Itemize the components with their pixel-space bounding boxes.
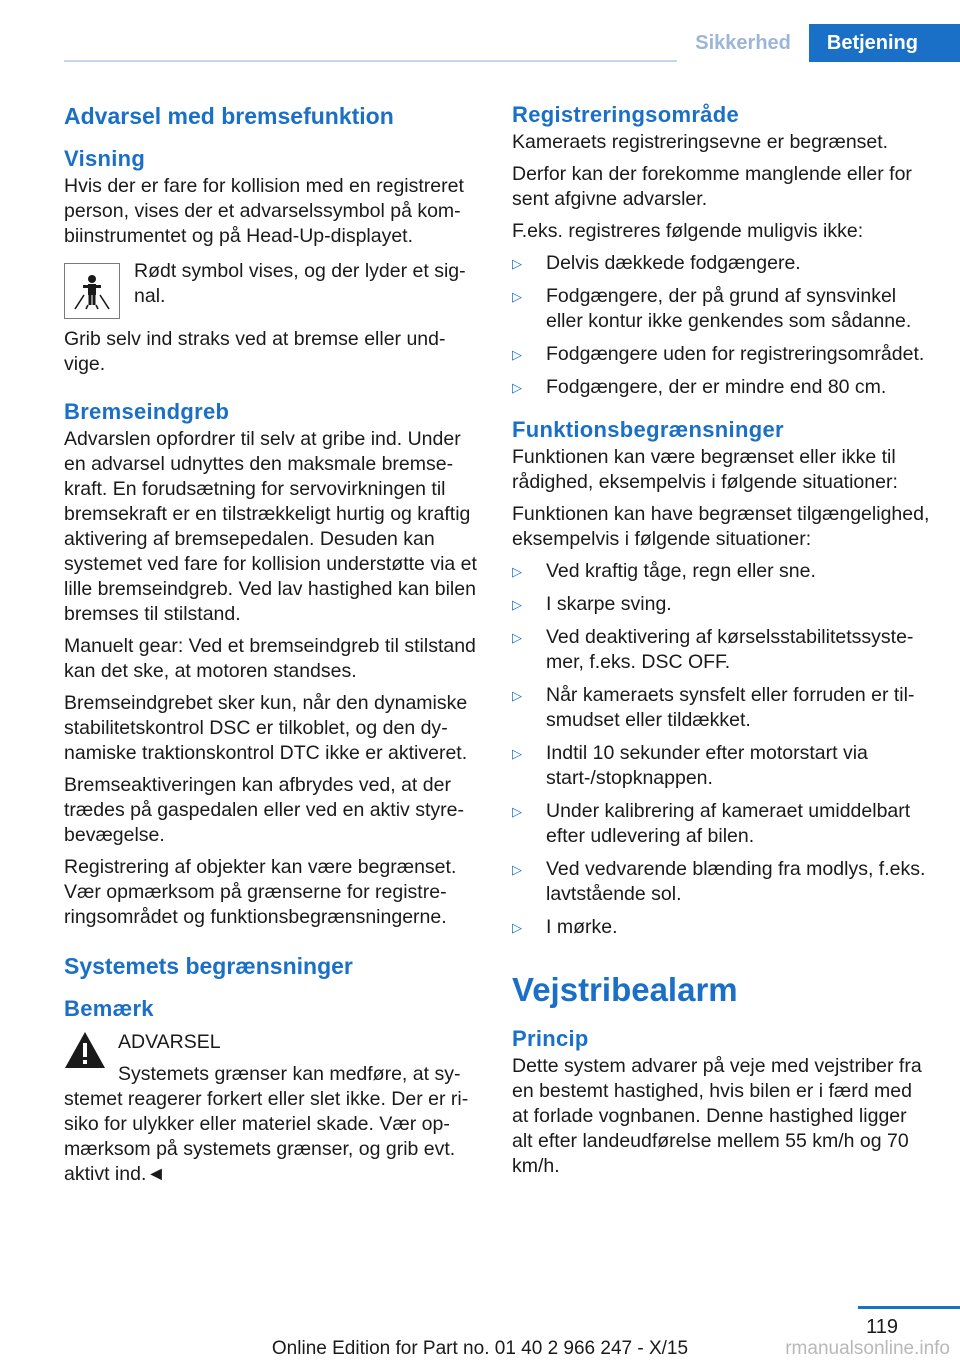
heading-detection-range: Registreringsområde: [512, 102, 739, 127]
bullet-triangle-icon: ▷: [512, 862, 522, 877]
bullet-triangle-icon: ▷: [512, 380, 522, 395]
display-text: Hvis der er fare for kollision med en registreret person, vises der et advarselssymbol på kombiinstrumentet og på Head-Up-displayet.: [64, 175, 464, 247]
section-title-brake-warning: Advarsel med bremsefunktion: [64, 103, 394, 129]
function-limits-list: [512, 559, 932, 940]
list-item: ▷ Fodgængere, der på grund af synsvinkel eller kontur ikke genkendes som sådanne.: [512, 285, 912, 332]
list-item: ▷ Når kameraets synsfelt eller forruden er tilsmudset eller tildækket.: [512, 684, 915, 731]
bullet-triangle-icon: ▷: [512, 688, 522, 703]
brake-paragraph-5: Registrering af objekter kan være begrænset. Vær opmærksom på grænserne for registreringsområdet og funktionsbegrænsningerne.: [64, 856, 457, 928]
heading-brake-intervention: Bremseindgreb: [64, 399, 230, 424]
bullet-triangle-icon: ▷: [512, 256, 522, 271]
brake-paragraph-2: Manuelt gear: Ved et bremseindgreb til stilstand kan det ske, at motoren standses.: [64, 635, 476, 682]
heading-note: Bemærk: [64, 996, 154, 1021]
right-column: [512, 100, 932, 1179]
bullet-triangle-icon: ▷: [512, 804, 522, 819]
range-paragraph-3: F.eks. registreres følgende muligvis ikke:: [512, 220, 864, 242]
list-item: ▷ I mørke.: [512, 916, 618, 938]
bullet-triangle-icon: ▷: [512, 597, 522, 612]
list-item: ▷ Ved deaktivering af kørselsstabilitetssystemer, f.eks. DSC OFF.: [512, 626, 914, 673]
section-title-system-limits: Systemets begrænsninger: [64, 953, 353, 979]
range-paragraph-2: Derfor kan der forekomme manglende eller for sent afgivne advarsler.: [512, 163, 912, 210]
edition-line: Online Edition for Part no. 01 40 2 966 247 - X/15: [271, 1338, 689, 1359]
bullet-triangle-icon: ▷: [512, 630, 522, 645]
bullet-triangle-icon: ▷: [512, 347, 522, 362]
list-item: ▷ Ved vedvarende blænding fra modlys, f.eks. lavtstående sol.: [512, 858, 926, 905]
list-item: ▷ I skarpe sving.: [512, 593, 672, 615]
bullet-triangle-icon: ▷: [512, 564, 522, 579]
pedestrian-warning-icon: [64, 263, 120, 319]
bullet-triangle-icon: ▷: [512, 746, 522, 761]
page-number: 119: [866, 1316, 898, 1338]
list-item: ▷ Fodgængere uden for registreringsområdet.: [512, 343, 925, 365]
act-text: Grib selv ind straks ved at bremse eller undvige.: [64, 328, 446, 375]
brake-paragraph-4: Bremseaktiveringen kan afbrydes ved, at der trædes på gaspedalen eller ved en aktiv styrebevægelse.: [64, 774, 464, 846]
func-paragraph-2: Funktionen kan have begrænset tilgængelighed, eksempelvis i følgende situationer:: [512, 503, 930, 550]
list-item: ▷ Delvis dækkede fodgængere.: [512, 252, 801, 274]
list-item: ▷ Fodgængere, der er mindre end 80 cm.: [512, 376, 887, 398]
left-column: [64, 100, 480, 1187]
func-paragraph-1: Funktionen kan være begrænset eller ikke til rådighed, eksempelvis i følgende situationer:: [512, 446, 898, 493]
tab-safety[interactable]: Sikkerhed: [677, 24, 809, 62]
range-paragraph-1: Kameraets registreringsevne er begrænset.: [512, 131, 889, 153]
warning-title: ADVARSEL: [118, 1031, 221, 1053]
range-list: [512, 251, 932, 400]
warning-triangle-icon: [64, 1030, 106, 1070]
watermark: rmanualsonline.info: [785, 1338, 950, 1359]
principle-text: Dette system advarer på veje med vejstriber fra en bestemt hastighed, hvis bilen er i færd med at forlade vognbanen. Denne hastighed ligger alt efter landeudførelse mellem 55 km/h og 70 km/h.: [512, 1055, 922, 1177]
section-tabs: [677, 24, 960, 62]
list-item: ▷ Indtil 10 sekunder efter motorstart via start-/stopknappen.: [512, 742, 868, 789]
section-title-lane-departure: Vejstribealarm: [512, 971, 738, 1008]
bullet-triangle-icon: ▷: [512, 920, 522, 935]
heading-function-limits: Funktionsbegrænsninger: [512, 417, 784, 442]
list-item: ▷ Ved kraftig tåge, regn eller sne.: [512, 560, 816, 582]
footer-rule: [858, 1306, 960, 1309]
heading-display: Visning: [64, 146, 146, 171]
warning-text: Systemets grænser kan medføre, at systemet reagerer forkert eller slet ikke. Der er risiko for ulykker eller materiel skade. Vær opmærksom på systemets grænser, og grib evt. aktivt ind.◄: [64, 1063, 469, 1185]
tab-operation[interactable]: Betjening: [809, 24, 960, 62]
list-item: ▷ Under kalibrering af kameraet umiddelbart efter udlevering af bilen.: [512, 800, 911, 847]
symbol-description: Rødt symbol vises, og der lyder et signal.: [134, 260, 466, 307]
brake-paragraph-3: Bremseindgrebet sker kun, når den dynamiske stabilitetskontrol DSC er tilkoblet, og den dynamiske traktionskontrol DTC ikke er aktiveret.: [64, 692, 468, 764]
pedestrian-symbol-row: [64, 259, 480, 319]
heading-principle: Princip: [512, 1026, 589, 1051]
bullet-triangle-icon: ▷: [512, 289, 522, 304]
brake-paragraph-1: Advarslen opfordrer til selv at gribe ind. Under en advarsel udnyttes den maksmale bremsekraft. En forudsætning for servovirkningen til bremsekraft er en tilstrækkeligt hurtig og kraftig aktivering af bremsepedalen. Desuden kan systemet ved fare for kollision understøtte via et lille bremseindgreb. Ved lav hastighed kan bilen bremses til stilstand.: [64, 428, 477, 625]
